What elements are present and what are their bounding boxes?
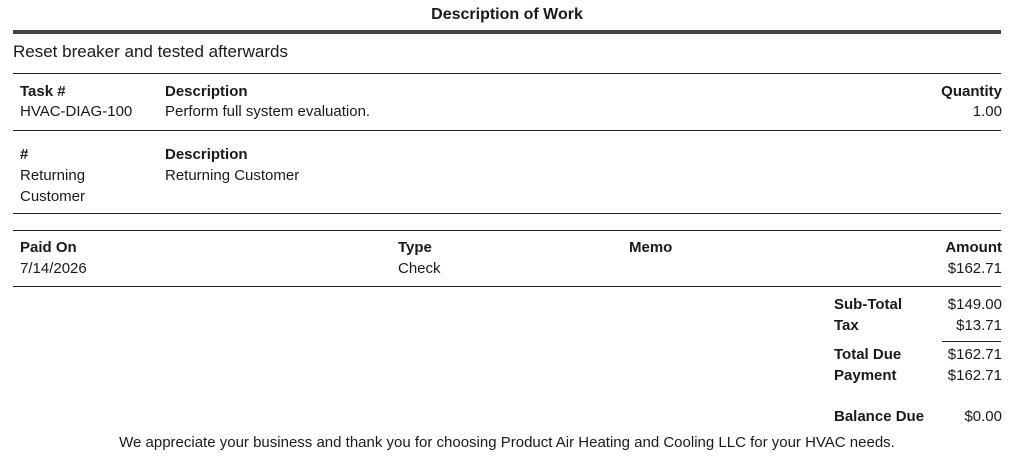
totals-divider [942,341,1001,342]
payments-header-type: Type [398,239,432,256]
tasks-header-description: Description [165,83,248,100]
tags-divider-2 [13,230,1001,231]
tag-description: Returning Customer [165,167,300,184]
payments-header-amount: Amount [945,239,1002,256]
tax-value: $13.71 [956,317,1002,334]
total-due-label: Total Due [834,346,902,363]
balance-due-label: Balance Due [834,408,925,425]
tax-label: Tax [834,317,859,334]
tasks-divider [13,130,1001,131]
subtotal-label: Sub-Total [834,296,903,313]
balance-due-value: $0.00 [964,408,1002,425]
footer-note: We appreciate your business and thank you for choosing Product Air Heating and Cooling LLC for your HVAC needs. [119,434,895,451]
total-due-value: $162.71 [947,346,1002,363]
tag-number-line1: Returning [20,167,86,184]
payment-label: Payment [834,367,897,384]
task-quantity: 1.00 [972,103,1002,120]
work-summary: Reset breaker and tested afterwards [13,42,288,61]
payment-amount: $162.71 [947,260,1002,277]
title-divider [13,30,1001,34]
subtotal-value: $149.00 [947,296,1002,313]
tasks-header-task: Task # [20,83,66,100]
payments-divider [13,286,1001,287]
task-description: Perform full system evaluation. [165,103,371,120]
tags-header-description: Description [165,146,248,163]
payments-header-paid-on: Paid On [20,239,77,256]
section-title: Description of Work [431,6,583,23]
payments-header-memo: Memo [629,239,673,256]
tag-number-line2: Customer [20,188,86,205]
tasks-header-quantity: Quantity [941,83,1002,100]
summary-divider [13,73,1001,74]
payment-date: 7/14/2026 [20,260,87,277]
payment-type: Check [398,260,441,277]
task-number: HVAC-DIAG-100 [20,103,133,120]
payment-value: $162.71 [947,367,1002,384]
tags-header-number: # [20,146,29,163]
tags-divider-1 [13,213,1001,214]
